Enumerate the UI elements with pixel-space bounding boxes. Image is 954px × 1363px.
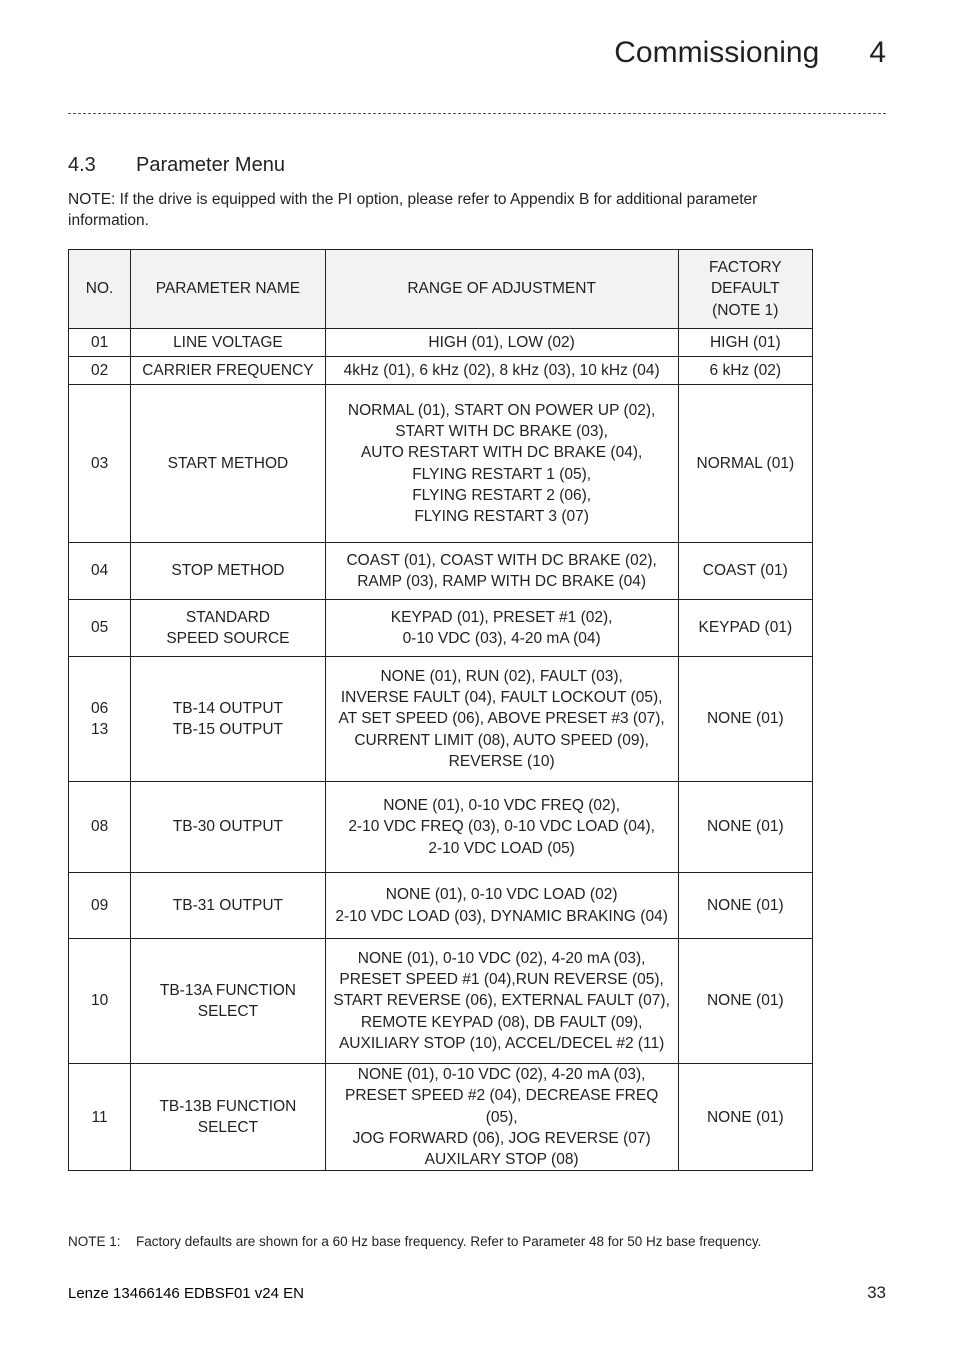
cell-no: 01 (69, 329, 131, 357)
cell-range: NONE (01), 0-10 VDC (02), 4-20 mA (03), PRESET SPEED #1 (04),RUN REVERSE (05), START REVERSE (06), EXTERNAL FAULT (07), REMOTE KEYPAD (08), DB FAULT (09), AUXILIARY STOP (10), ACCEL/DECEL #2 (11) (325, 939, 678, 1064)
cell-range: 4kHz (01), 6 kHz (02), 8 kHz (03), 10 kHz (04) (325, 357, 678, 385)
cell-default: NORMAL (01) (678, 385, 812, 543)
cell-name: TB-13A FUNCTION SELECT (131, 939, 326, 1064)
cell-default: HIGH (01) (678, 329, 812, 357)
cell-default: NONE (01) (678, 939, 812, 1064)
page-number: 33 (867, 1283, 886, 1302)
table-header-row (69, 250, 813, 329)
document-id: Lenze 13466146 EDBSF01 v24 EN (68, 1285, 304, 1302)
table-row (69, 385, 813, 543)
cell-name: TB-31 OUTPUT (131, 873, 326, 939)
footnote-text: Factory defaults are shown for a 60 Hz base frequency. Refer to Parameter 48 for 50 Hz base frequency. (136, 1234, 762, 1249)
cell-name: STOP METHOD (131, 543, 326, 600)
cell-name: START METHOD (131, 385, 326, 543)
chapter-header (614, 36, 886, 70)
cell-range: COAST (01), COAST WITH DC BRAKE (02), RAMP (03), RAMP WITH DC BRAKE (04) (325, 543, 678, 600)
table-row (69, 1064, 813, 1171)
cell-range: NONE (01), RUN (02), FAULT (03), INVERSE FAULT (04), FAULT LOCKOUT (05), AT SET SPEED (06), ABOVE PRESET #3 (07), CURRENT LIMIT (08), AUTO SPEED (09), REVERSE (10) (325, 657, 678, 782)
note-text: If the drive is equipped with the PI option, please refer to Appendix B for additional parameter information. (68, 191, 758, 229)
cell-range: NONE (01), 0-10 VDC FREQ (02), 2-10 VDC FREQ (03), 0-10 VDC LOAD (04), 2-10 VDC LOAD (05) (325, 782, 678, 873)
cell-default: COAST (01) (678, 543, 812, 600)
note-paragraph (68, 189, 838, 231)
table-row (69, 600, 813, 657)
cell-name: TB-14 OUTPUT TB-15 OUTPUT (131, 657, 326, 782)
table-row (69, 657, 813, 782)
note-label: NOTE: (68, 191, 116, 208)
cell-no: 10 (69, 939, 131, 1064)
col-header-no: NO. (69, 250, 131, 329)
cell-name: LINE VOLTAGE (131, 329, 326, 357)
section-heading (68, 154, 285, 177)
cell-range: KEYPAD (01), PRESET #1 (02), 0-10 VDC (03), 4-20 mA (04) (325, 600, 678, 657)
cell-name: STANDARD SPEED SOURCE (131, 600, 326, 657)
table-row (69, 357, 813, 385)
col-header-range: RANGE OF ADJUSTMENT (325, 250, 678, 329)
cell-default: NONE (01) (678, 657, 812, 782)
dashed-divider (68, 113, 886, 114)
cell-no: 05 (69, 600, 131, 657)
cell-name: TB-30 OUTPUT (131, 782, 326, 873)
cell-no: 08 (69, 782, 131, 873)
footnote (68, 1234, 761, 1249)
cell-default: KEYPAD (01) (678, 600, 812, 657)
cell-name: CARRIER FREQUENCY (131, 357, 326, 385)
cell-no: 11 (69, 1064, 131, 1171)
cell-range: HIGH (01), LOW (02) (325, 329, 678, 357)
cell-range: NONE (01), 0-10 VDC (02), 4-20 mA (03), PRESET SPEED #2 (04), DECREASE FREQ (05), JOG FORWARD (06), JOG REVERSE (07) AUXILARY STOP (08) (325, 1064, 678, 1171)
table-row (69, 782, 813, 873)
cell-default: NONE (01) (678, 782, 812, 873)
cell-no: 04 (69, 543, 131, 600)
section-number: 4.3 (68, 154, 96, 176)
cell-name: TB-13B FUNCTION SELECT (131, 1064, 326, 1171)
col-header-parameter-name: PARAMETER NAME (131, 250, 326, 329)
cell-range: NORMAL (01), START ON POWER UP (02), START WITH DC BRAKE (03), AUTO RESTART WITH DC BRAKE (04), FLYING RESTART 1 (05), FLYING RESTART 2 (06), FLYING RESTART 3 (07) (325, 385, 678, 543)
chapter-number: 4 (869, 36, 886, 69)
cell-no: 02 (69, 357, 131, 385)
cell-default: NONE (01) (678, 1064, 812, 1171)
parameter-table (68, 249, 813, 1171)
col-header-factory-default: FACTORY DEFAULT (NOTE 1) (678, 250, 812, 329)
cell-no: 03 (69, 385, 131, 543)
table-row (69, 939, 813, 1064)
section-title: Parameter Menu (136, 154, 285, 176)
cell-range: NONE (01), 0-10 VDC LOAD (02) 2-10 VDC LOAD (03), DYNAMIC BRAKING (04) (325, 873, 678, 939)
chapter-title: Commissioning (614, 36, 820, 69)
cell-no: 09 (69, 873, 131, 939)
cell-default: 6 kHz (02) (678, 357, 812, 385)
table-row (69, 873, 813, 939)
table-row (69, 543, 813, 600)
cell-no: 06 13 (69, 657, 131, 782)
table-row (69, 329, 813, 357)
cell-default: NONE (01) (678, 873, 812, 939)
footnote-label: NOTE 1: (68, 1234, 121, 1249)
